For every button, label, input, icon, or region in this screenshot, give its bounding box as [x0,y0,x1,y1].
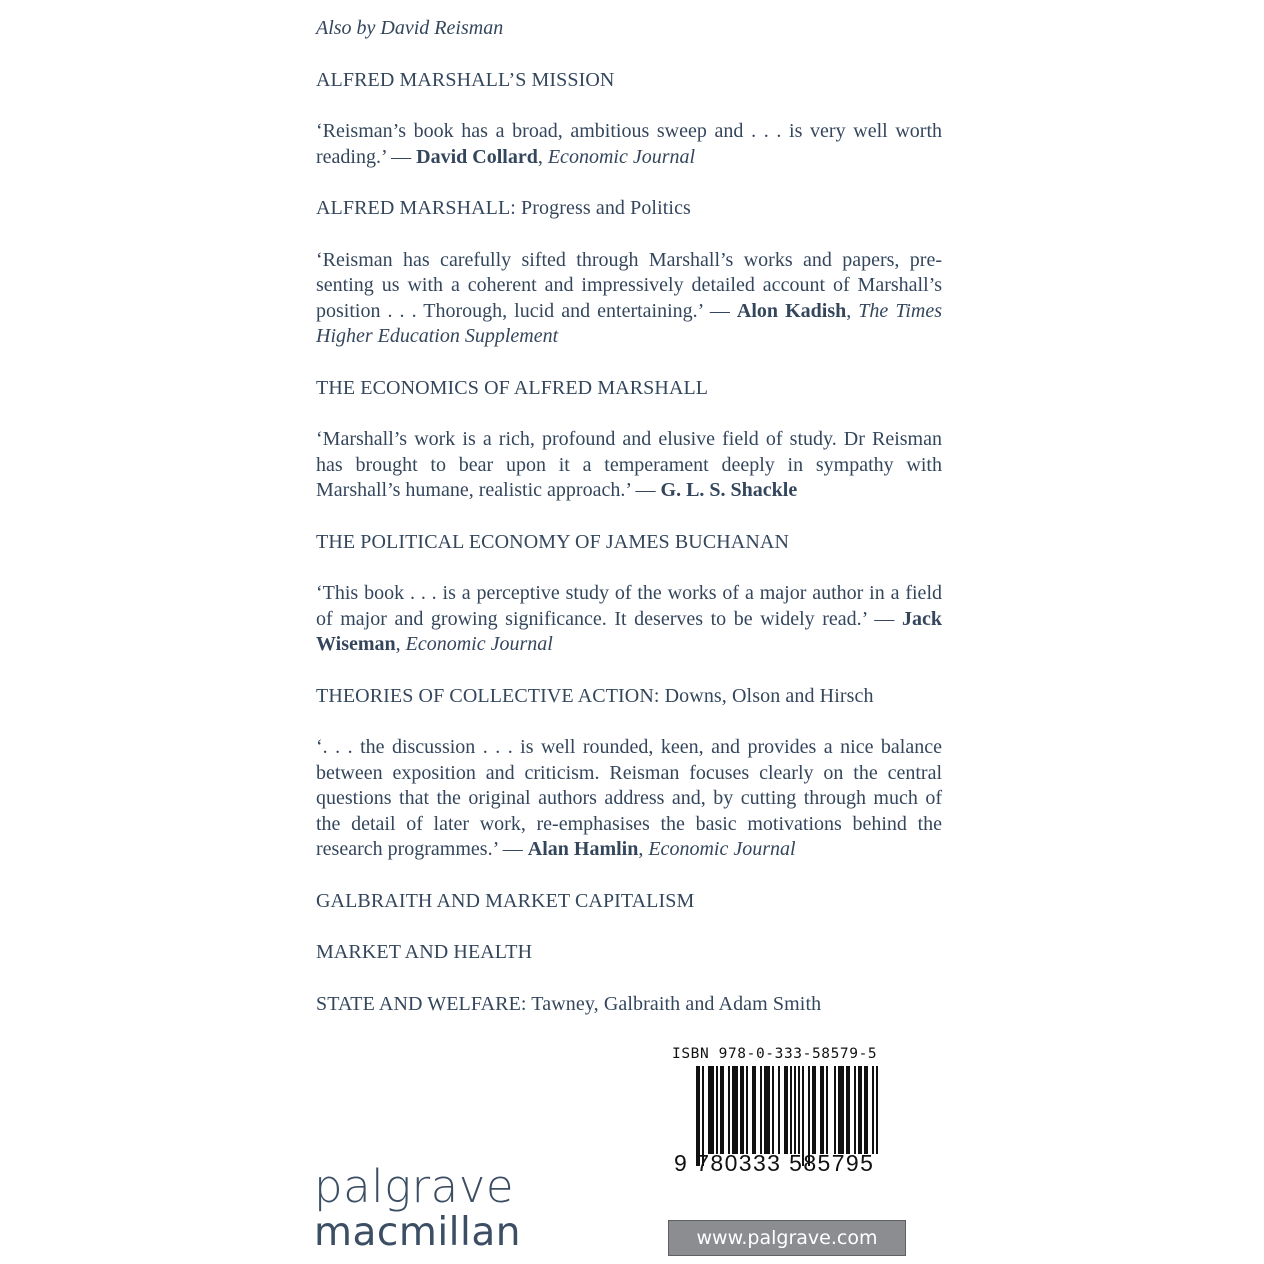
quote-author: G. L. S. Shackle [660,479,798,501]
quote-text: ‘. . . the discussion . . . is well rounded, keen, and provides a nice balance between exposition and criticism. Reisman focuses clearly on the central questions that the original authors address and, by cutting through much of the detail of later work, re-emphasises the basic motivations behind the research programmes.’ — [316,736,942,860]
also-by-heading: Also by David Reisman [316,17,504,39]
barcode-bar [834,1066,836,1154]
logo-line-2: macmillan [314,1210,521,1255]
quote-source: Economic Journal [547,145,696,168]
book-title: THE POLITICAL ECONOMY OF JAMES BUCHANAN [316,530,789,553]
book-title: GALBRAITH AND MARKET CAPITALISM [316,889,695,912]
quote-text: ‘Marshall’s work is a rich, profound and elusive field of study. Dr Reisman has brought to bear upon it a temperament deeply in sympathy with Marshall’s humane, realistic approach.’ — [316,428,942,501]
quote-source: Economic Journal [648,838,796,860]
book-title: MARKET AND HEALTH [316,941,533,963]
barcode-bar [854,1066,856,1154]
barcode-bar [764,1066,770,1154]
barcode-bar [826,1066,828,1154]
book-list [316,16,942,1043]
barcode-bar [720,1066,724,1154]
review-quote: ‘This book . . . is a perceptive study of the works of a major author in a field of major and growing significance. It deserves to be widely read.’ — Jack Wiseman, Economic Journal [316,582,942,655]
barcode-bar [772,1066,774,1154]
isbn-barcode [672,1046,912,1186]
book-title: THE ECONOMICS OF ALFRED MARSHALL [316,376,709,399]
barcode-bar [760,1066,762,1154]
review-quote: ‘Reisman’s book has a broad, ambitious sweep and . . . is very well worth reading.’ — David Collard, Economic Journal [316,120,942,168]
barcode-bar [820,1066,824,1154]
quote-text: ‘Reisman has carefully sifted through Marshall’s works and papers, pre- senting us with a coherent and impressively detailed account of Marshall’s position . . . Thorough, lucid and entertaining.’ — [316,248,942,322]
barcode-bar [846,1066,850,1154]
quote-source: The Times Higher Education Supplement [316,299,943,347]
barcode-bar [798,1066,800,1154]
barcode-bar [872,1066,874,1154]
barcode-bar [858,1066,862,1154]
barcode-bar [794,1066,796,1154]
book-title: ALFRED MARSHALL’S MISSION [316,68,615,91]
logo-line-1: palgrave [314,1160,515,1213]
barcode-bar [752,1066,756,1154]
website-label: www.palgrave.com [668,1220,906,1256]
review-quote [316,427,942,504]
barcode-bar [778,1066,780,1154]
quote-text: ‘This book . . . is a perceptive study of the works of a major author in a field of major and growing significance. It deserves to be widely read.’ — [316,582,942,630]
book-title: THEORIES OF COLLECTIVE ACTION: Downs, Olson and Hirsch [316,684,874,707]
quote-author: David Collard [416,145,538,168]
barcode-bar [732,1066,738,1154]
barcode-digits [674,1150,874,1177]
isbn-label: ISBN 978-0-333-58579-5 [672,1046,878,1062]
review-quote: ‘Reisman has carefully sifted through Marshall’s works and papers, pre- senting us with a coherent and impressively detailed account of Marshall’s position . . . Thorough, lucid and entertaining.’ — Alon Kadish, The Times Higher Education Supplement [316,248,943,347]
publisher-logo [314,1160,521,1255]
barcode-bar [838,1066,844,1154]
barcode-bar [740,1066,744,1154]
barcode-number: 780333 585795 [696,1150,875,1176]
book-title: STATE AND WELFARE: Tawney, Galbraith and Adam Smith [316,992,822,1015]
barcode-bar [746,1066,748,1154]
barcode-bar [716,1066,718,1154]
book-title: ALFRED MARSHALL: Progress and Politics [316,197,691,219]
quote-author: Alan Hamlin [527,838,639,860]
quote-author: Alon Kadish [736,299,847,322]
barcode-bar [876,1066,878,1154]
barcode-first-digit: 9 [674,1150,689,1176]
barcode-bar [728,1066,730,1154]
barcode-bar [864,1066,868,1154]
barcode-bar [812,1066,816,1154]
quote-author: Jack Wiseman [316,607,942,655]
quote-text: ‘Reisman’s book has a broad, ambitious sweep and . . . is very well worth reading.’ — [316,120,942,168]
barcode-bar [708,1066,714,1154]
barcode-bar [784,1066,788,1154]
quote-source: Economic Journal [405,633,553,655]
review-quote: ‘. . . the discussion . . . is well rounded, keen, and provides a nice balance between exposition and criticism. Reisman focuses clearly on the central questions that the original authors address and, by cutting through much of the detail of later work, re-emphasises the basic motivations behind the research programmes.’ — Alan Hamlin, Economic Journal [316,736,942,860]
barcode-bar [790,1066,792,1154]
